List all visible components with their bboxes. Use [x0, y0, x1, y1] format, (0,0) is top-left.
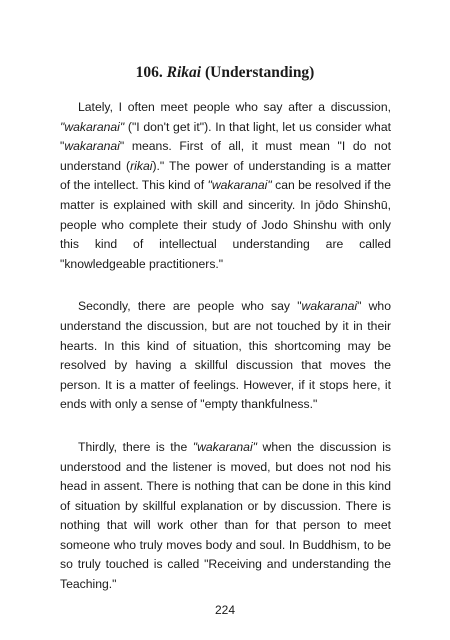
paragraph-1 — [60, 98, 391, 274]
text-run: Thirdly, there is the — [78, 439, 193, 454]
text-run: )." The power of understanding is a matter of the intellect. This kind of — [60, 158, 391, 193]
text-run: can be resolved if the matter is explained with skill and sincerity. In jōdo Shinshū, people who complete their study of Jodo Shinshu with only this kind of intellectual understanding are called "knowledgeable practitioners." — [60, 178, 391, 271]
italic-term: wakaranai — [64, 139, 120, 154]
italic-term: rikai — [130, 158, 153, 173]
text-run: " who understand the discussion, but are not touched by it in their hearts. In this kind of situation, this shortcoming may be resolved by having a skillful discussion that moves the person. It is a matter of feelings. However, if it stops here, it ends with only a sense of "empty thankfulness." — [60, 299, 391, 412]
text-run: " means. First of all, it must mean "I do not understand ( — [60, 139, 391, 173]
text-run: when the discussion is understood and the listener is moved, but does not nod his head in assent. There is nothing that can be done in this kind of situation by skillful explanation or by discussion. There is nothing that will work other than for that person to meet someone who truly moves body and soul. In Buddhism, to be so truly touched is called "Receiving and understanding the Teaching." — [60, 439, 391, 592]
body-text — [60, 98, 391, 618]
italic-term: "wakaranai" — [207, 178, 272, 193]
text-run: ("I don't get it"). In that light, let us consider what " — [60, 119, 391, 154]
page-title — [0, 64, 450, 82]
text-run: Secondly, there are people who say " — [78, 299, 302, 314]
title-italic-term: Rikai — [166, 64, 202, 81]
title-rest: (Understanding) — [204, 64, 315, 81]
text-run: Lately, I often meet people who say after a discussion, — [78, 100, 391, 114]
italic-term: wakaranai — [301, 299, 358, 314]
italic-term: "wakaranai" — [60, 119, 125, 134]
paragraph-2 — [60, 297, 391, 415]
italic-term: "wakaranai" — [192, 439, 257, 454]
title-number: 106. — [135, 64, 163, 81]
paragraph-3 — [60, 438, 391, 595]
page-number: 224 — [214, 603, 236, 617]
